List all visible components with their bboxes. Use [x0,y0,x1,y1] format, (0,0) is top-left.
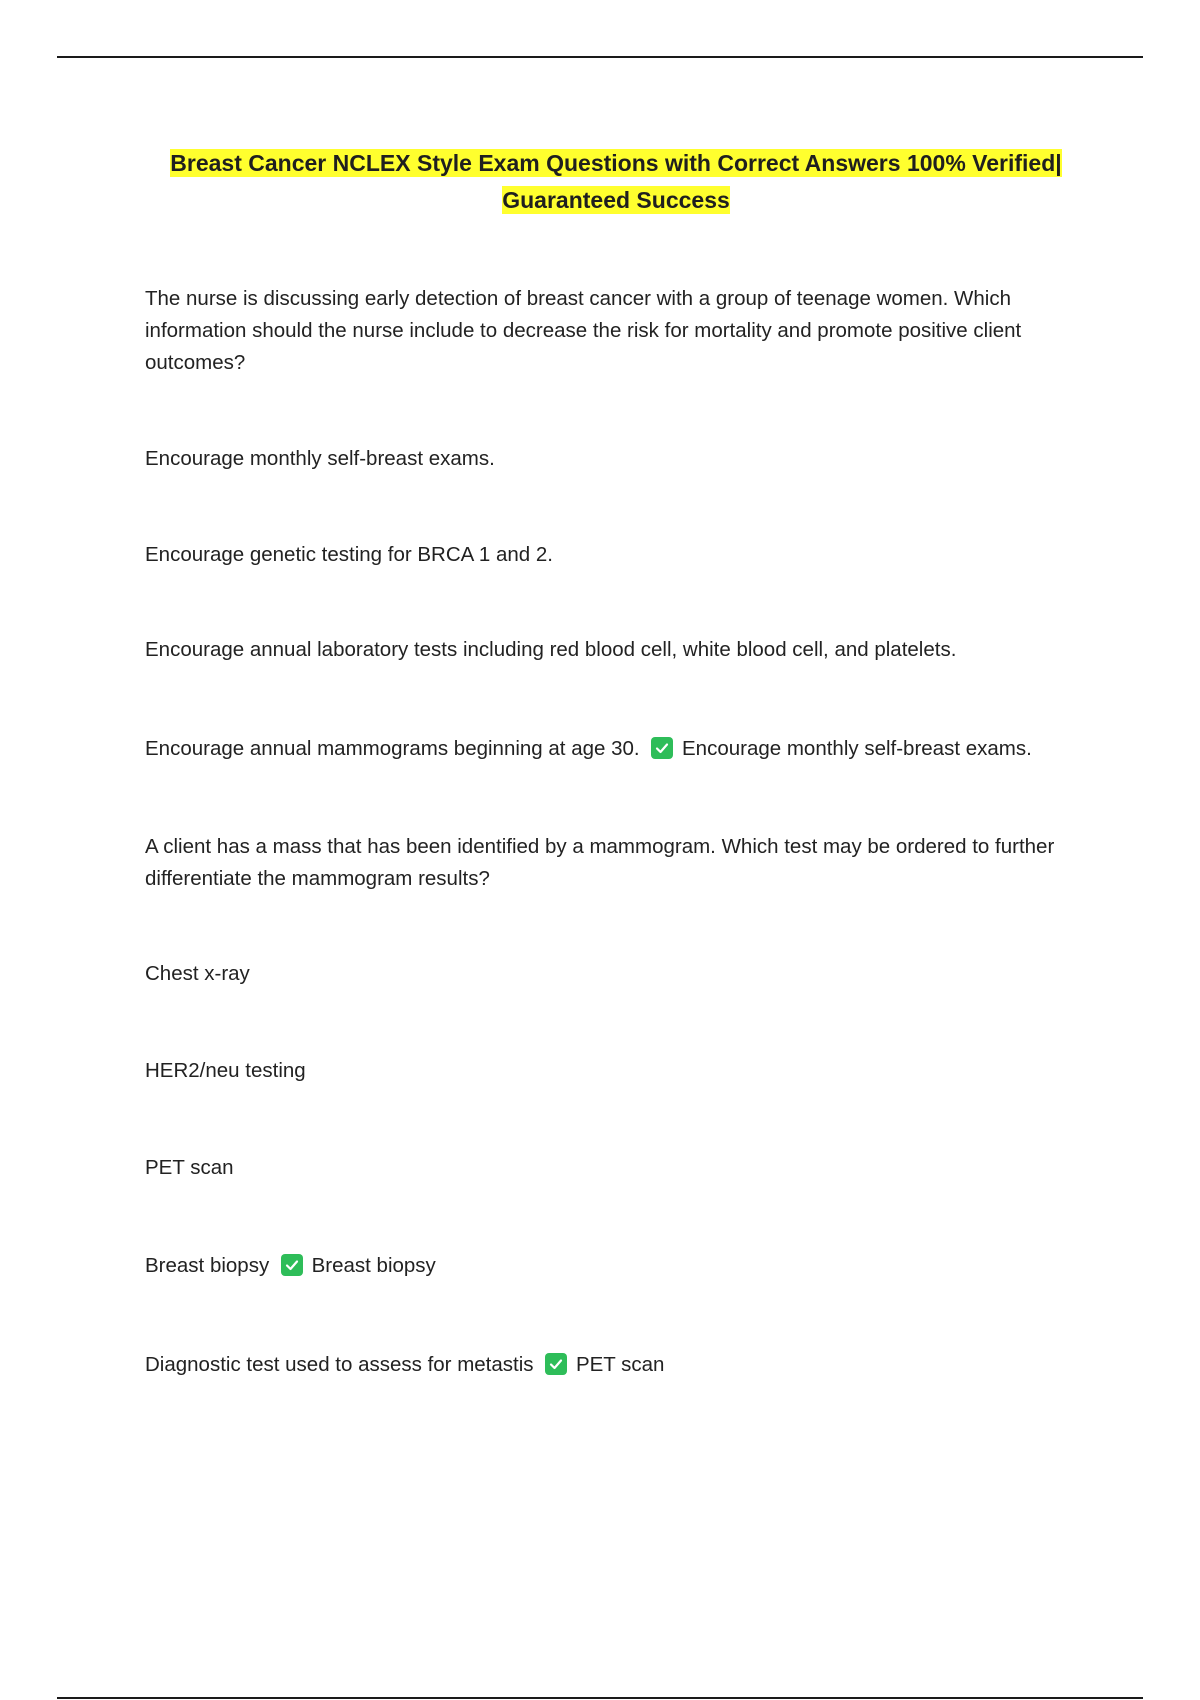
question-3-with-answer [145,1349,1105,1381]
footer-rule [57,1697,1143,1699]
question-1-option-1: Encourage monthly self-breast exams. [145,447,495,470]
question-2-option-3: PET scan [145,1156,234,1179]
question-3-answer: PET scan [575,1353,665,1376]
question-1-option-2: Encourage genetic testing for BRCA 1 and 2. [145,543,553,566]
question-2-text: A client has a mass that has been identified by a mammogram. Which test may be ordered to further differentiate the mammogram results? [145,835,1055,890]
question-1-option-3: Encourage annual laboratory tests including red blood cell, white blood cell, and platelets. [145,638,957,661]
question-2-option-2: HER2/neu testing [145,1059,306,1082]
question-1-text: The nurse is discussing early detection of breast cancer with a group of teenage women. Which information should the nurse include to decrease the risk for mortality and promote positive client outcomes? [145,287,1022,374]
question-1-answer: Encourage monthly self-breast exams. [682,737,1032,760]
title-line-1: Breast Cancer NCLEX Style Exam Questions with Correct Answers 100% Verified| [170,150,1062,176]
question-1-option-4-with-answer [145,733,1105,765]
question-2-option-4: Breast biopsy [145,1254,270,1277]
question-1-option-4: Encourage annual mammograms beginning at age 30. [145,737,640,760]
check-mark-icon [651,737,673,759]
question-2-option-4-with-answer [145,1250,1105,1282]
question-3-text: Diagnostic test used to assess for metastis [145,1353,534,1376]
check-mark-icon [281,1254,303,1276]
question-2-answer: Breast biopsy [311,1254,436,1277]
question-2-option-1: Chest x-ray [145,962,250,985]
document-title [145,145,1087,219]
header-rule [57,56,1143,58]
check-mark-icon [545,1353,567,1375]
title-line-2: Guaranteed Success [502,187,730,213]
